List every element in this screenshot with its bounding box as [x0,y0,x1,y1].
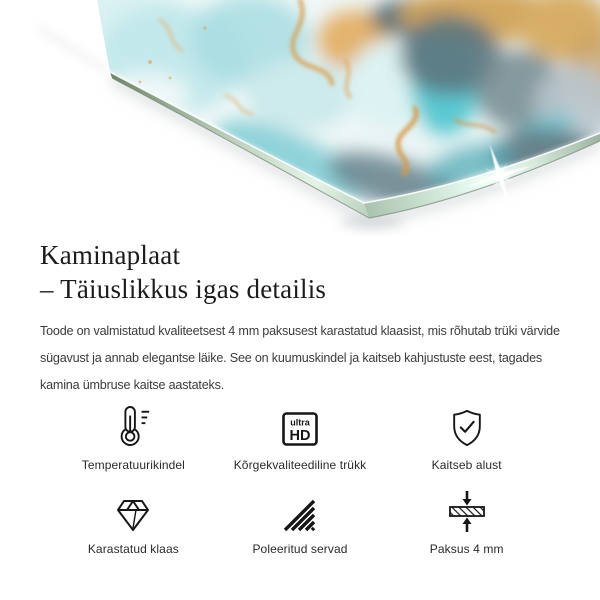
feature-temperature [50,403,217,473]
shield-check-icon [448,403,486,449]
feature-protects-base [383,403,550,473]
description-line: sügavust ja annab elegantse läike. See on kuumuskindel ja kaitseb kahjustuste eest, tagades [40,351,542,365]
feature-label: Kaitseb alust [431,458,502,472]
feature-label: Kõrgekvaliteediline trükk [233,458,367,472]
feature-polished-edges [217,487,384,557]
feature-label: Karastatud klaas [87,542,179,556]
polished-edges-icon [283,487,317,533]
thickness-icon [447,487,487,533]
feature-label: Temperatuurikindel [81,458,185,472]
description-line: kamina ümbruse kaitse aastateks. [40,378,224,392]
feature-tempered-glass [50,487,217,557]
ultra-hd-icon [280,403,320,449]
title-line-1: Kaminaplaat [40,240,181,270]
feature-label: Poleeritud servad [252,542,348,556]
feature-grid [50,403,550,557]
hero-product-photo [0,0,600,236]
glass-panel-image [0,0,600,236]
thermometer-icon [114,403,152,449]
product-description [40,318,560,399]
diamond-icon [113,487,153,533]
product-info-section [0,236,600,557]
feature-label: Paksus 4 mm [429,542,504,556]
feature-print-quality [217,403,384,473]
title-line-2: – Täiuslikkus igas detailis [40,274,327,304]
page-title [40,238,560,306]
ultra-hd-icon-text-large: HD [289,428,311,444]
description-line: Toode on valmistatud kvaliteetsest 4 mm paksusest karastatud klaasist, mis rõhutab trüki värvide [40,324,560,338]
ultra-hd-icon-text-small: ultra [290,417,310,428]
feature-thickness [383,487,550,557]
